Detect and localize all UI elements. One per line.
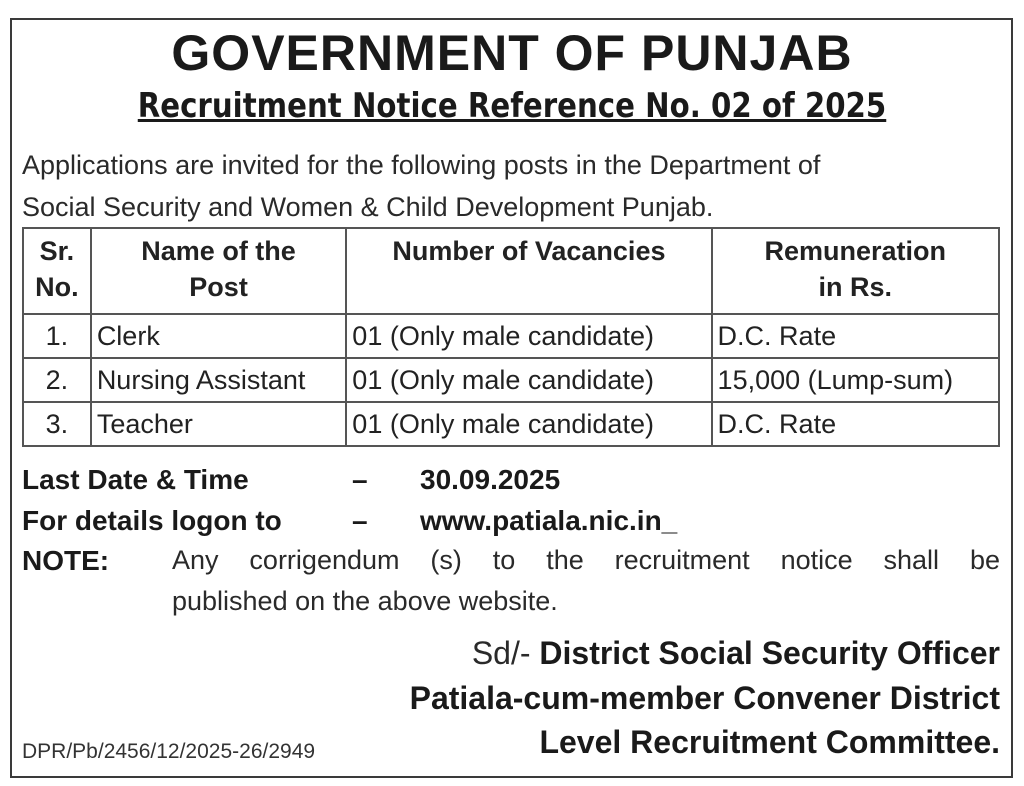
cell-post: Nursing Assistant	[91, 358, 346, 402]
intro-line-1: Applications are invited for the following posts in the Department of	[22, 150, 821, 180]
header-post-name: Name of the Post	[91, 228, 346, 314]
cell-post: Clerk	[91, 314, 346, 358]
signature-line-1	[472, 635, 1000, 672]
cell-vacancies: 01 (Only male candidate)	[346, 402, 711, 446]
cell-remuneration: D.C. Rate	[712, 402, 999, 446]
vacancy-table	[22, 227, 1000, 447]
notice-subtitle: Recruitment Notice Reference No. 02 of 2025	[137, 86, 887, 126]
cell-vacancies: 01 (Only male candidate)	[346, 314, 711, 358]
last-date-dash: –	[352, 464, 368, 495]
cell-sr: 1.	[23, 314, 91, 358]
note-line-1: Any corrigendum (s) to the recruitment notice shall be	[172, 545, 1000, 575]
cell-post: Teacher	[91, 402, 346, 446]
header-remuneration: Remuneration in Rs.	[712, 228, 999, 314]
header-sr-no: Sr. No.	[23, 228, 91, 314]
signature-officer: District Social Security Officer	[539, 635, 1000, 671]
signature-sd: Sd/-	[471, 635, 531, 671]
cell-sr: 2.	[23, 358, 91, 402]
cell-remuneration: 15,000 (Lump-sum)	[712, 358, 999, 402]
website-link[interactable]: www.patiala.nic.in_	[420, 505, 678, 536]
logon-label: For details logon to	[22, 505, 282, 536]
intro-line-2: Social Security and Women & Child Development Punjab.	[22, 192, 714, 222]
cell-sr: 3.	[23, 402, 91, 446]
notice-title: GOVERNMENT OF PUNJAB	[171, 25, 853, 81]
signature-line-3: Level Recruitment Committee.	[539, 724, 1000, 760]
last-date-label: Last Date & Time	[22, 464, 249, 495]
table-header-row	[23, 228, 999, 314]
cell-vacancies: 01 (Only male candidate)	[346, 358, 711, 402]
cell-remuneration: D.C. Rate	[712, 314, 999, 358]
table-row	[23, 314, 999, 358]
table-row	[23, 402, 999, 446]
note-label: NOTE:	[22, 545, 110, 576]
table-row	[23, 358, 999, 402]
logon-dash: –	[352, 505, 368, 536]
last-date-value: 30.09.2025	[420, 464, 561, 495]
note-line-2: published on the above website.	[172, 586, 558, 616]
intro-text	[22, 144, 820, 228]
signature-line-2: Patiala-cum-member Convener District	[409, 680, 1000, 716]
dpr-reference: DPR/Pb/2456/12/2025-26/2949	[22, 740, 316, 763]
header-vacancies: Number of Vacancies	[346, 228, 711, 314]
